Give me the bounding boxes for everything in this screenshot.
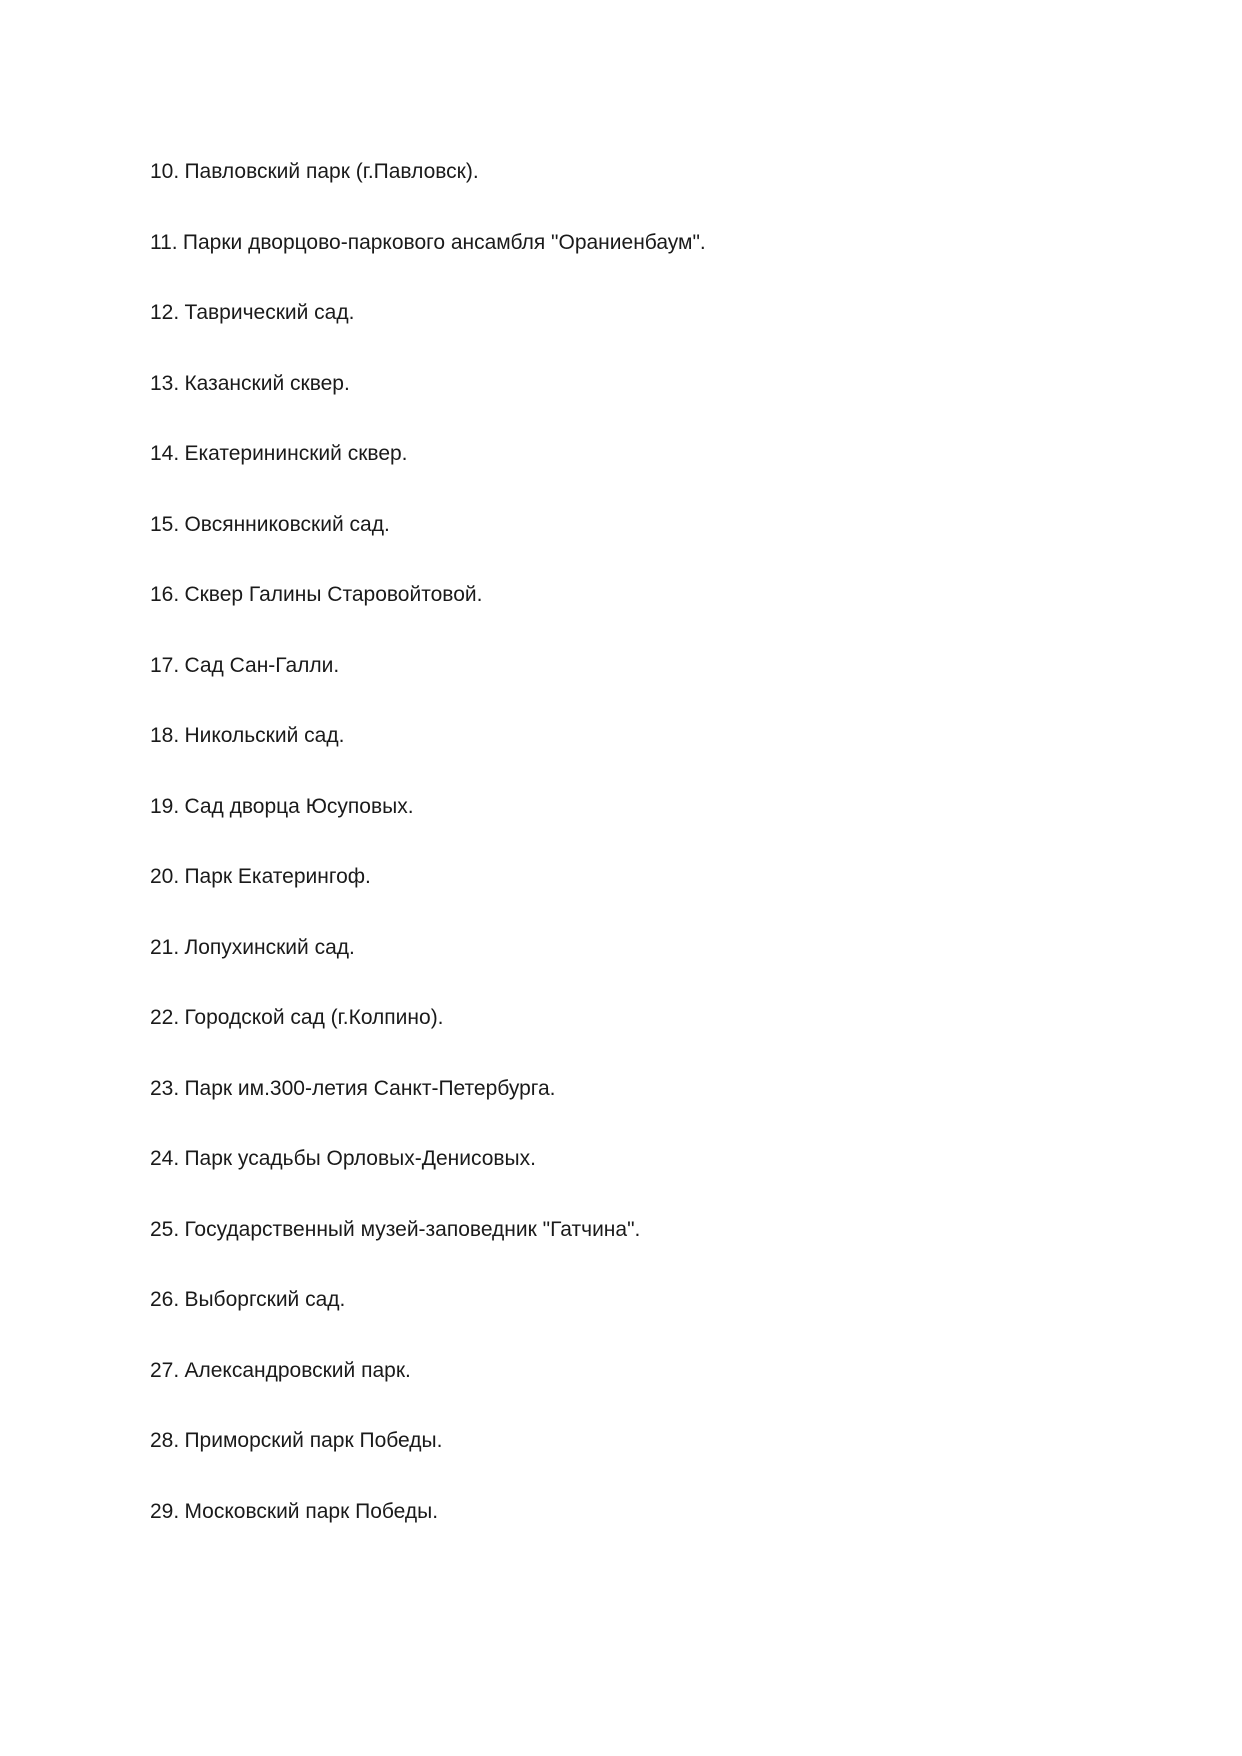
list-item (150, 513, 706, 584)
item-number: 10. (150, 160, 180, 183)
list-item (150, 301, 706, 372)
item-number: 11. (150, 230, 178, 254)
item-text: Овсянниковский сад. (184, 512, 390, 536)
item-text: Приморский парк Победы. (184, 1429, 443, 1452)
list-item (150, 795, 706, 866)
item-text: Сад Сан-Галли. (184, 653, 340, 677)
list-item (150, 936, 706, 1007)
item-number: 26. (150, 1288, 180, 1311)
list-item (150, 724, 706, 795)
item-text: Сквер Галины Старовойтовой. (184, 583, 483, 606)
item-text: Павловский парк (г.Павловск). (184, 160, 479, 183)
list-item (150, 160, 706, 231)
list-item (150, 442, 706, 513)
item-text: Таврический сад. (184, 301, 355, 324)
item-number: 17. (150, 653, 180, 677)
list-item (150, 231, 706, 302)
item-text: Парк усадьбы Орловых-Денисовых. (184, 1147, 536, 1170)
item-text: Екатерининский сквер. (184, 442, 408, 465)
parks-list (150, 160, 706, 1570)
list-item (150, 865, 706, 936)
item-text: Никольский сад. (184, 724, 345, 747)
item-number: 19. (150, 794, 180, 818)
item-text: Парки дворцово-паркового ансамбля "Ораниенбаум". (182, 230, 706, 254)
item-number: 12. (150, 301, 180, 324)
item-text: Лопухинский сад. (184, 935, 355, 959)
item-text: Александровский парк. (184, 1358, 411, 1382)
list-item (150, 1006, 706, 1077)
item-text: Парк Екатерингоф. (184, 865, 371, 888)
item-number: 15. (150, 512, 180, 536)
item-text: Государственный музей-заповедник "Гатчина". (184, 1217, 641, 1241)
item-text: Казанский сквер. (184, 371, 350, 395)
item-number: 21. (150, 935, 180, 959)
item-text: Московский парк Победы. (184, 1499, 439, 1523)
list-item (150, 372, 706, 443)
item-text: Парк им.300-летия Санкт-Петербурга. (184, 1076, 556, 1100)
item-number: 23. (150, 1076, 180, 1100)
item-number: 22. (150, 1006, 180, 1029)
item-number: 14. (150, 442, 180, 465)
list-item (150, 1288, 706, 1359)
item-number: 20. (150, 865, 180, 888)
item-number: 18. (150, 724, 180, 747)
item-text: Городской сад (г.Колпино). (184, 1006, 444, 1029)
item-text: Сад дворца Юсуповых. (184, 794, 414, 818)
list-item (150, 654, 706, 725)
list-item (150, 1077, 706, 1148)
list-item (150, 1218, 706, 1289)
item-number: 16. (150, 583, 180, 606)
item-number: 29. (150, 1499, 180, 1523)
item-number: 28. (150, 1429, 180, 1452)
item-number: 24. (150, 1147, 180, 1170)
list-item (150, 1500, 706, 1571)
item-text: Выборгский сад. (184, 1288, 346, 1311)
list-item (150, 1359, 706, 1430)
list-item (150, 1147, 706, 1218)
list-item (150, 583, 706, 654)
list-item (150, 1429, 706, 1500)
item-number: 13. (150, 371, 180, 395)
item-number: 25. (150, 1217, 180, 1241)
item-number: 27. (150, 1358, 180, 1382)
